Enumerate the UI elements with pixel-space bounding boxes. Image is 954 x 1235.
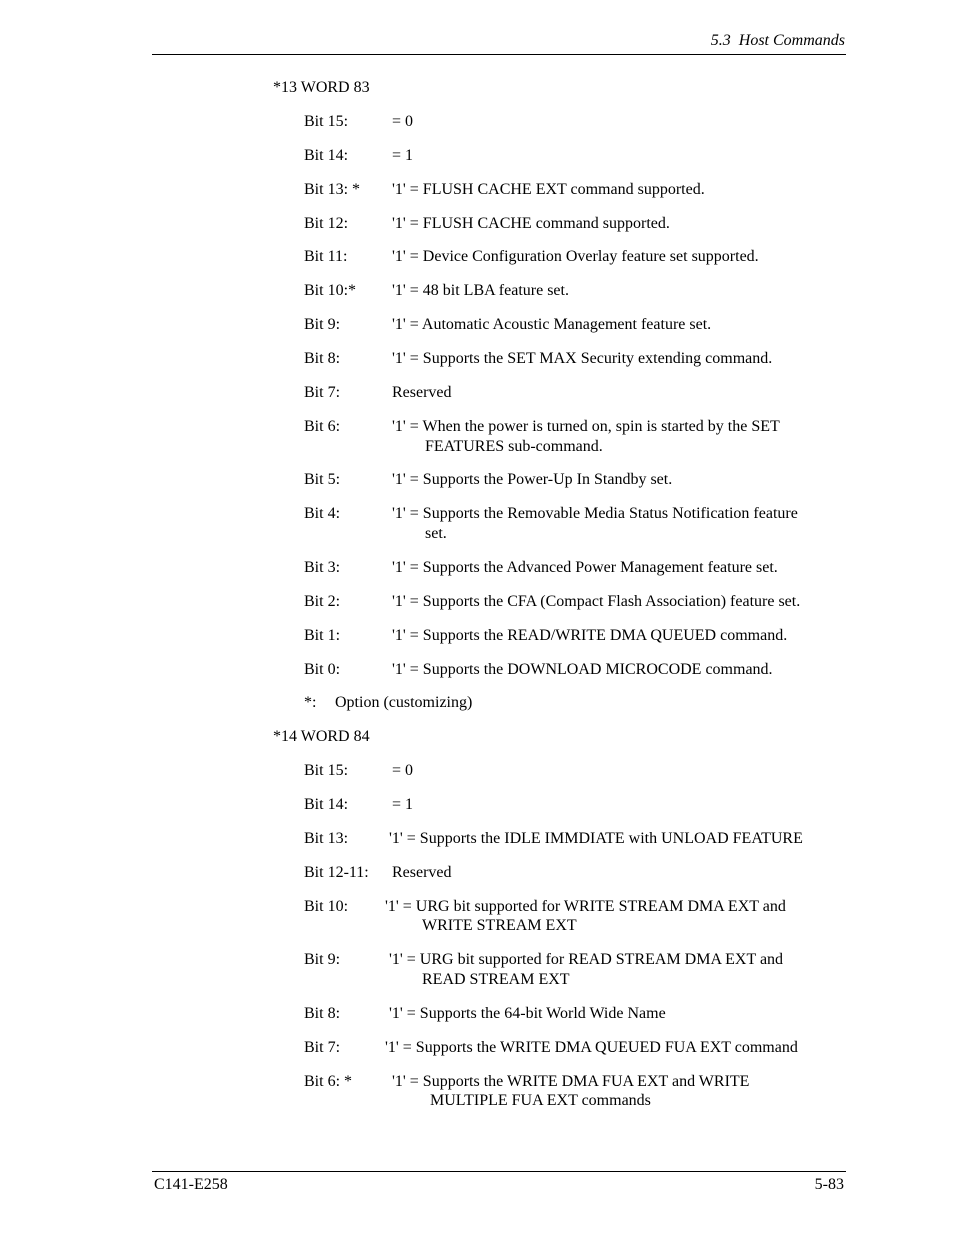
- word83-bit-desc: '1' = Device Configuration Overlay feature set supported.: [392, 248, 759, 265]
- document-id: C141-E258: [154, 1176, 228, 1193]
- word84-bit-label: Bit 10:: [304, 898, 349, 915]
- word83-bit-desc: '1' = FLUSH CACHE EXT command supported.: [392, 181, 705, 198]
- word83-note-text: Option (customizing): [335, 694, 473, 711]
- word83-bit-label: Bit 9:: [304, 316, 341, 333]
- word83-bit-label: Bit 4:: [304, 505, 341, 522]
- word83-bit-desc: '1' = Supports the Removable Media Status Notification feature: [392, 505, 798, 522]
- word83-bit-label: Bit 12:: [304, 215, 349, 232]
- word84-title: *14 WORD 84: [273, 728, 370, 745]
- word83-bit-label: Bit 3:: [304, 559, 341, 576]
- word83-note-mark: *:: [304, 694, 317, 711]
- word84-bit-desc: '1' = URG bit supported for READ STREAM DMA EXT and: [389, 951, 784, 968]
- header-rule: [152, 54, 846, 55]
- word83-bit-label: Bit 1:: [304, 627, 341, 644]
- word84-bit-desc: '1' = Supports the IDLE IMMDIATE with UNLOAD FEATURE: [389, 830, 803, 847]
- word83-bit-label: Bit 10:*: [304, 282, 357, 299]
- word83-bit-desc: '1' = 48 bit LBA feature set.: [392, 282, 569, 299]
- page-number: 5-83: [814, 1176, 844, 1193]
- footer-rule: [152, 1171, 846, 1172]
- word83-bit-label: Bit 2:: [304, 593, 341, 610]
- word84-bit-desc: = 0: [392, 762, 414, 779]
- word83-bit-label: Bit 0:: [304, 661, 341, 678]
- word83-bit-desc: '1' = Supports the CFA (Compact Flash Association) feature set.: [392, 593, 801, 610]
- word84-bit-label: Bit 15:: [304, 762, 349, 779]
- word83-bit-desc: '1' = Supports the SET MAX Security extending command.: [392, 350, 773, 367]
- word83-bit-desc-continued: FEATURES sub-command.: [425, 438, 603, 455]
- word84-bit-label: Bit 9:: [304, 951, 341, 968]
- word83-bit-desc: '1' = Automatic Acoustic Management feature set.: [392, 316, 712, 333]
- word84-bit-desc-continued: MULTIPLE FUA EXT commands: [430, 1092, 651, 1109]
- word83-bit-label: Bit 14:: [304, 147, 349, 164]
- word83-title: *13 WORD 83: [273, 79, 370, 96]
- word84-bit-desc: '1' = Supports the 64-bit World Wide Name: [389, 1005, 666, 1022]
- word83-bit-desc: '1' = When the power is turned on, spin is started by the SET: [392, 418, 780, 435]
- word84-bit-label: Bit 13:: [304, 830, 349, 847]
- word83-bit-label: Bit 7:: [304, 384, 341, 401]
- word84-bit-desc: Reserved: [392, 864, 452, 881]
- word83-bit-desc-continued: set.: [425, 525, 447, 542]
- word84-bit-desc: '1' = Supports the WRITE DMA QUEUED FUA EXT command: [385, 1039, 798, 1056]
- word84-bit-label: Bit 7:: [304, 1039, 341, 1056]
- word83-bit-desc: '1' = Supports the DOWNLOAD MICROCODE command.: [392, 661, 773, 678]
- word83-bit-label: Bit 15:: [304, 113, 349, 130]
- word84-bit-desc: = 1: [392, 796, 414, 813]
- word83-bit-desc: '1' = Supports the Advanced Power Management feature set.: [392, 559, 778, 576]
- word83-bit-label: Bit 13: *: [304, 181, 361, 198]
- word83-bit-desc: '1' = FLUSH CACHE command supported.: [392, 215, 670, 232]
- word84-bit-desc: '1' = URG bit supported for WRITE STREAM DMA EXT and: [385, 898, 786, 915]
- word84-bit-label: Bit 8:: [304, 1005, 341, 1022]
- word84-bit-desc-continued: WRITE STREAM EXT: [422, 917, 577, 934]
- word83-bit-desc: = 1: [392, 147, 414, 164]
- word83-bit-desc: '1' = Supports the Power-Up In Standby set.: [392, 471, 673, 488]
- word84-bit-label: Bit 12-11:: [304, 864, 369, 881]
- word83-bit-label: Bit 11:: [304, 248, 348, 265]
- word83-bit-label: Bit 5:: [304, 471, 341, 488]
- word84-bit-desc: '1' = Supports the WRITE DMA FUA EXT and WRITE: [392, 1073, 750, 1090]
- running-header: 5.3 Host Commands: [710, 32, 845, 49]
- word84-bit-desc-continued: READ STREAM EXT: [422, 971, 570, 988]
- word83-bit-label: Bit 6:: [304, 418, 341, 435]
- word83-bit-desc: '1' = Supports the READ/WRITE DMA QUEUED command.: [392, 627, 788, 644]
- word83-bit-desc: Reserved: [392, 384, 452, 401]
- word83-bit-desc: = 0: [392, 113, 414, 130]
- word84-bit-label: Bit 6: *: [304, 1073, 353, 1090]
- word83-bit-label: Bit 8:: [304, 350, 341, 367]
- word84-bit-label: Bit 14:: [304, 796, 349, 813]
